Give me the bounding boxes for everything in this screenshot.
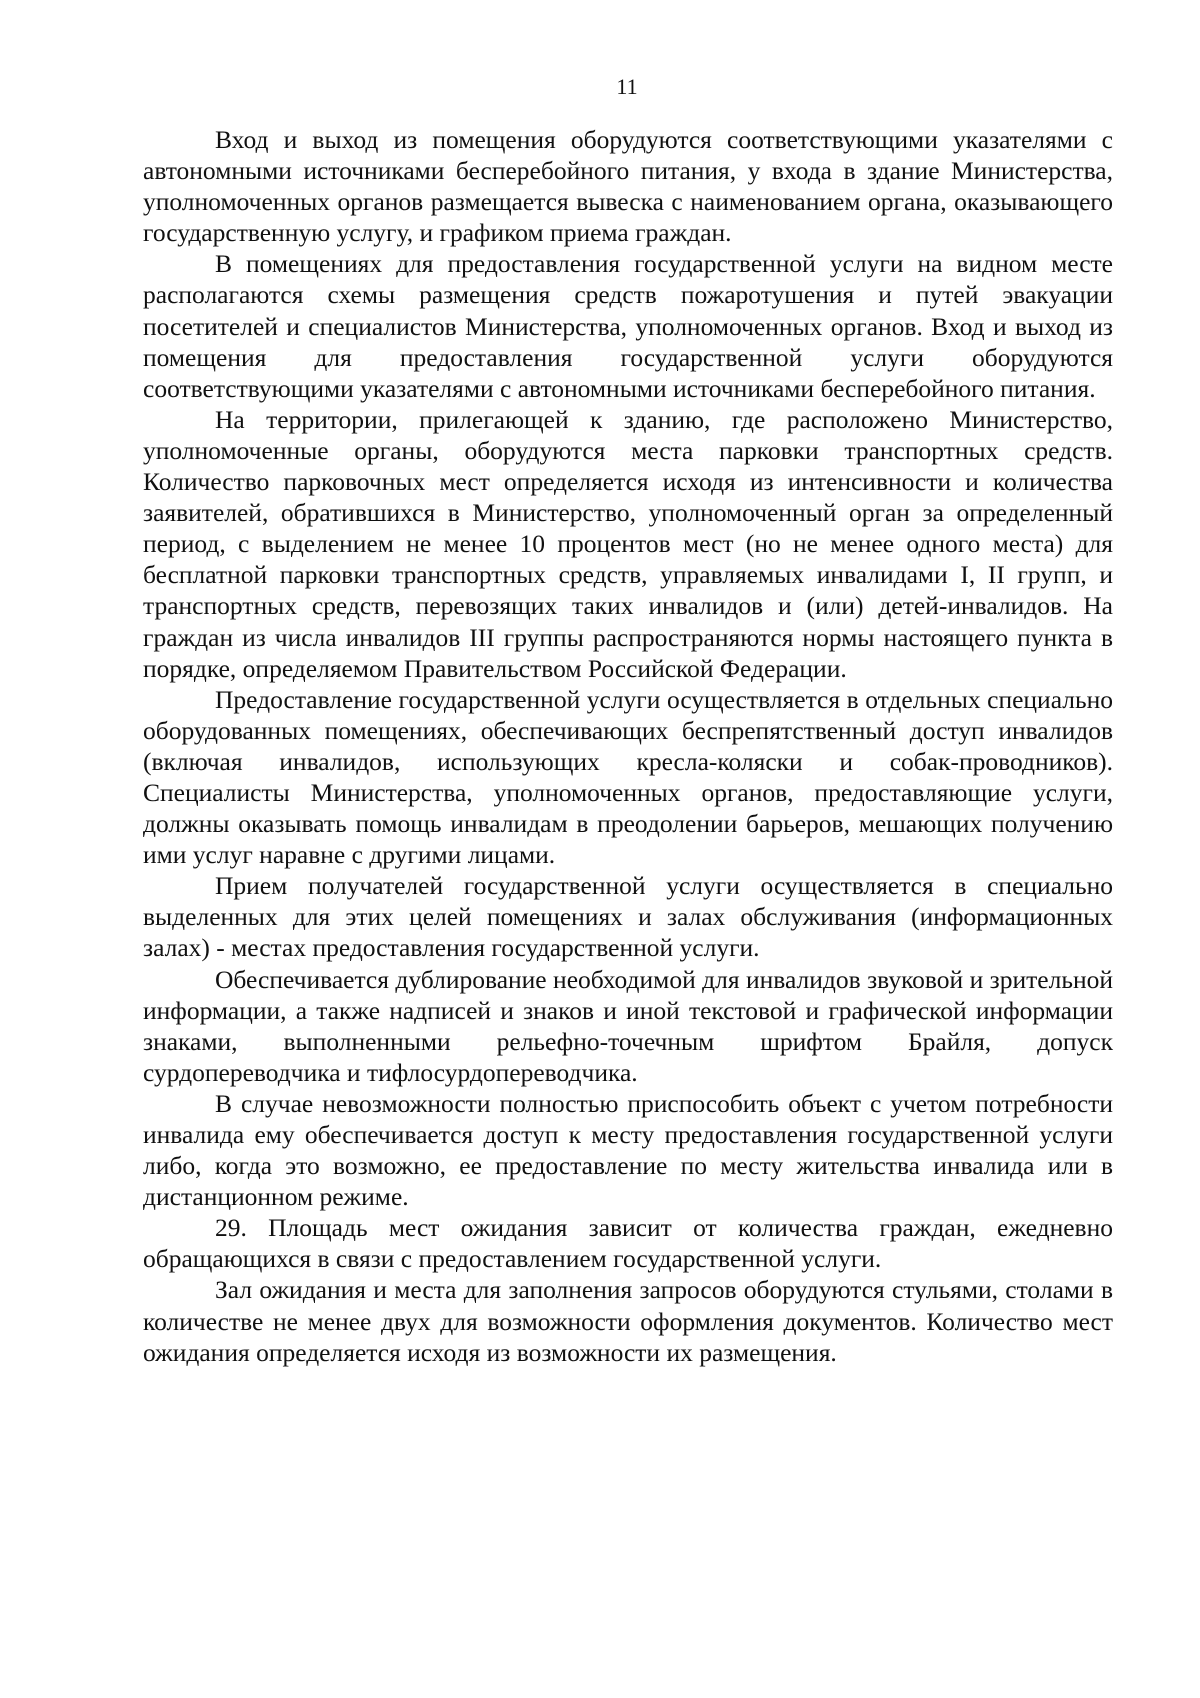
- paragraph-parking: На территории, прилегающей к зданию, где расположено Министерство, уполномоченные органы, оборудуются места парковки транспортных средств. Количество парковочных мест определяется исходя из интенсивности и количества заявителей, обратившихся в Министерство, уполномоченный орган за определенный период, с выделением не менее 10 процентов мест (но не менее одного места) для бесплатной парковки транспортных средств, управляемых инвалидами I, II групп, и транспортных средств, перевозящих таких инвалидов и (или) детей-инвалидов. На граждан из числа инвалидов III группы распространяются нормы настоящего пункта в порядке, определяемом Правительством Российской Федерации.: [143, 404, 1113, 683]
- paragraph-waiting-hall-equipment: Зал ожидания и места для заполнения запросов оборудуются стульями, столами в количестве не менее двух для возможности оформления документов. Количество мест ожидания определяется исходя из возможности их размещения.: [143, 1275, 1113, 1367]
- paragraph-remote-access: В случае невозможности полностью приспособить объект с учетом потребности инвалида ему обеспечивается доступ к месту предоставления государственной услуги либо, когда это возможно, ее предоставление по месту жительства инвалида или в дистанционном режиме.: [143, 1088, 1113, 1212]
- paragraph-entrance-signage: Вход и выход из помещения оборудуются соответствующими указателями с автономными источниками бесперебойного питания, у входа в здание Министерства, уполномоченных органов размещается вывеска с наименованием органа, оказывающего государственную услугу, и графиком приема граждан.: [143, 125, 1113, 248]
- page-number: 11: [616, 74, 638, 99]
- paragraph-reception-halls: Прием получателей государственной услуги осуществляется в специально выделенных для этих целей помещениях и залах обслуживания (информационных залах) - местах предоставления государственной услуги.: [143, 871, 1113, 963]
- paragraph-waiting-area-size: 29. Площадь мест ожидания зависит от количества граждан, ежедневно обращающихся в связи с предоставлением государственной услуги.: [143, 1213, 1113, 1274]
- document-body: [143, 124, 1113, 1368]
- paragraph-fire-evacuation: В помещениях для предоставления государственной услуги на видном месте располагаются схемы размещения средств пожаротушения и путей эвакуации посетителей и специалистов Министерства, уполномоченных органов. Вход и выход из помещения для предоставления государственной услуги оборудуются соответствующими указателями с автономными источниками бесперебойного питания.: [143, 249, 1113, 403]
- paragraph-accessibility: Предоставление государственной услуги осуществляется в отдельных специально оборудованных помещениях, обеспечивающих беспрепятственный доступ инвалидов (включая инвалидов, использующих кресла-коляски и собак-проводников). Специалисты Министерства, уполномоченных органов, предоставляющие услуги, должны оказывать помощь инвалидам в преодолении барьеров, мешающих получению ими услуг наравне с другими лицами.: [143, 684, 1113, 870]
- paragraph-information-duplication: Обеспечивается дублирование необходимой для инвалидов звуковой и зрительной информации, а также надписей и знаков и иной текстовой и графической информации знаками, выполненными рельефно-точечным шрифтом Брайля, допуск сурдопереводчика и тифлосурдопереводчика.: [143, 964, 1113, 1087]
